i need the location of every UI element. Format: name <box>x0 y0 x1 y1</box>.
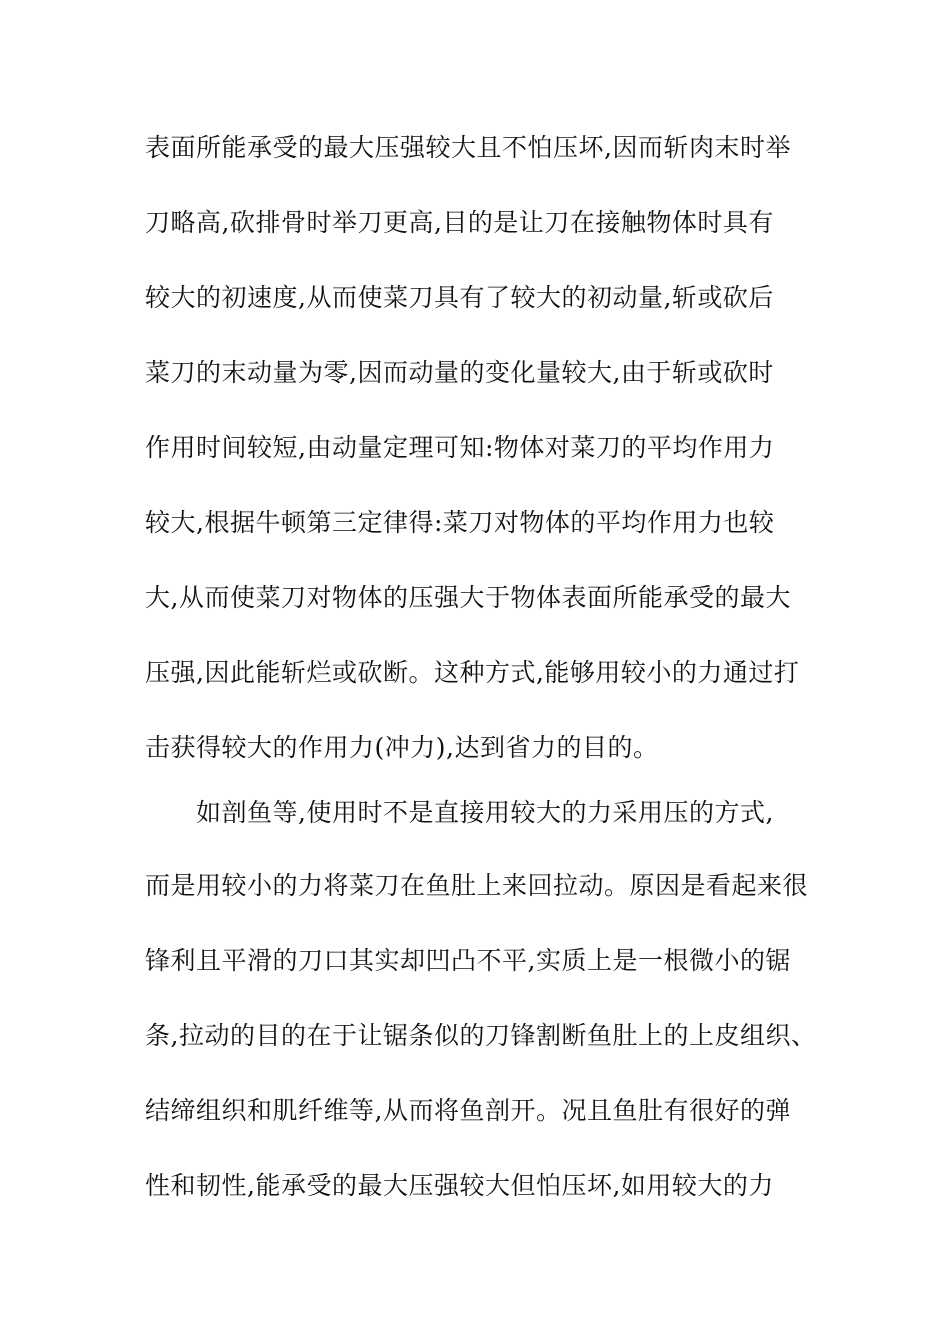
text-line: 较大,根据牛顿第三定律得:菜刀对物体的平均作用力也较 <box>145 508 775 537</box>
text-line: 菜刀的末动量为零,因而动量的变化量较大,由于斩或砍时 <box>145 358 774 387</box>
text-line: 锋利且平滑的刀口其实却凹凸不平,实质上是一根微小的锯 <box>145 946 791 975</box>
text-line: 击获得较大的作用力(冲力),达到省力的目的。 <box>145 733 659 762</box>
paragraph-first-line: 如剖鱼等,使用时不是直接用较大的力采用压的方式, <box>196 798 774 827</box>
text-line: 结缔组织和肌纤维等,从而将鱼剖开。况且鱼肚有很好的弹 <box>145 1096 791 1125</box>
text-line: 刀略高,砍排骨时举刀更高,目的是让刀在接触物体时具有 <box>145 208 774 237</box>
text-line: 压强,因此能斩烂或砍断。这种方式,能够用较小的力通过打 <box>145 658 800 687</box>
text-line: 性和韧性,能承受的最大压强较大但怕压坏,如用较大的力 <box>145 1171 774 1200</box>
text-line: 作用时间较短,由动量定理可知:物体对菜刀的平均作用力 <box>145 433 775 462</box>
text-line: 条,拉动的目的在于让锯条似的刀锋割断鱼肚上的上皮组织、 <box>145 1021 817 1050</box>
text-line: 而是用较小的力将菜刀在鱼肚上来回拉动。原因是看起来很 <box>145 871 809 900</box>
text-line: 表面所能承受的最大压强较大且不怕压坏,因而斩肉末时举 <box>145 133 791 162</box>
text-line: 大,从而使菜刀对物体的压强大于物体表面所能承受的最大 <box>145 583 791 612</box>
text-line: 较大的初速度,从而使菜刀具有了较大的初动量,斩或砍后 <box>145 283 774 312</box>
